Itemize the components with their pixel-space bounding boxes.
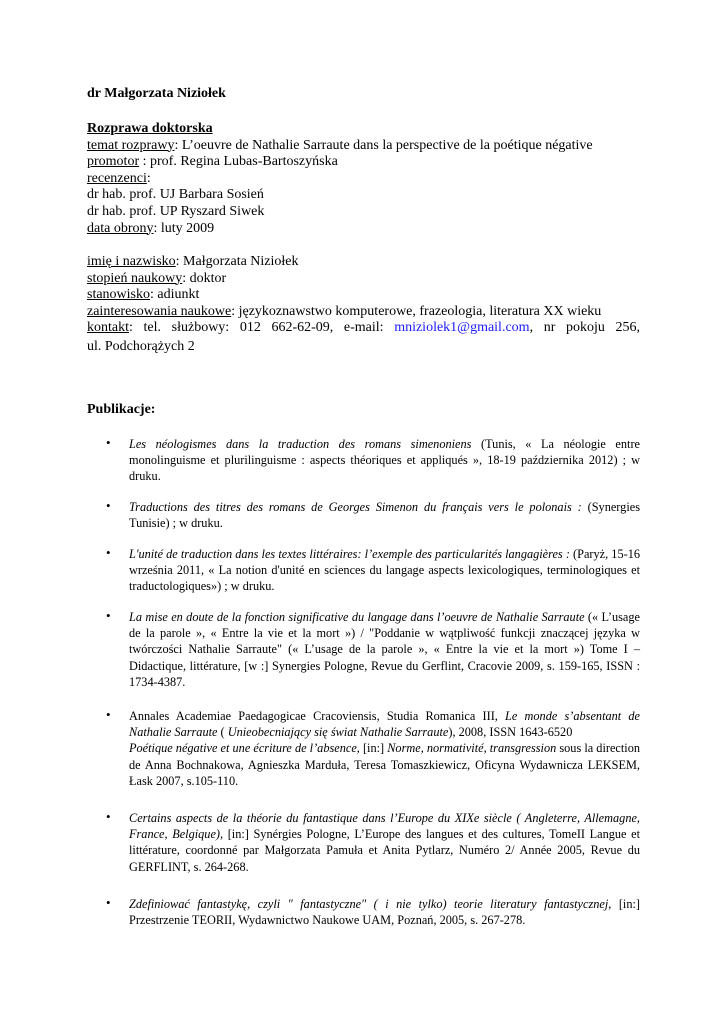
interests-line — [87, 304, 640, 321]
publication-title: Le monde s’absentant de Nathalie Sarraute — [129, 709, 640, 740]
bullet-icon: • — [106, 895, 111, 910]
publication-item — [106, 707, 641, 789]
publication-title: Zdefiniować fantastykę, czyli " fantastyczne" ( i nie tylko) teorie literatury fantastycznej — [129, 897, 609, 911]
defense-label: data obrony — [87, 220, 154, 236]
email-link[interactable]: mniziolek1@gmail.com — [394, 320, 530, 336]
room-number: 256, — [615, 320, 640, 336]
bullet-icon: • — [106, 809, 111, 824]
contact-colon: : — [129, 320, 133, 336]
doctorate-section — [87, 121, 640, 237]
phone-number: 662-62-09, — [271, 320, 334, 336]
contact-word: służbowy: — [171, 320, 230, 336]
contact-comma: , — [529, 320, 534, 336]
publication-details: (Tunis, « La néologie entre monolinguisme et plurilinguisme : aspects théoriques et appliqués », 18-19 października 2012) ; w druku. — [129, 437, 641, 484]
publication-title: Traductions des titres des romans de Georges Simenon du français vers le polonais : — [129, 500, 582, 514]
publication-title: Poétique négative et une écriture de l’absence, — [129, 741, 360, 756]
topic-label: temat rozprawy — [87, 137, 175, 153]
publication-details: [in:] Synérgies Pologne, L’Europe des langues et des cultures, TomeII Langue et littérature, coordonné par Małgorzata Pamuła et Anita Pytlarz, Numéro 2/ Année 2005, Revue du GERFLINT, s. 264-268. — [129, 827, 640, 874]
publication-details: (Paryż, 15-16 września 2011, « La notion d'unité en sciences du langage aspects lexicologiques, terminologiques et traductologiques») ; w druku. — [129, 547, 640, 594]
publication-item — [106, 809, 640, 875]
contact-label: kontakt — [87, 320, 129, 336]
degree-value: : doktor — [182, 270, 227, 286]
publication-item — [106, 435, 641, 485]
bullet-icon: • — [106, 608, 111, 623]
contact-word: tel. — [143, 320, 162, 336]
publication-details: ), 2008, ISSN 1643-6520 — [448, 725, 573, 740]
contact-line — [87, 320, 640, 337]
contact-word: pokoju — [565, 320, 605, 336]
position-line — [87, 287, 640, 304]
topic-line — [87, 138, 640, 155]
position-value: : adiunkt — [150, 287, 200, 303]
reviews-line — [87, 171, 640, 188]
defense-line — [87, 221, 640, 238]
publication-details: ( — [217, 725, 228, 740]
position-label: stanowisko — [87, 287, 150, 303]
publications-heading: Publikacje: — [87, 402, 156, 417]
bullet-icon: • — [106, 545, 111, 560]
publication-details: Annales Academiae Paedagogicae Cracoviensis, Studia Romanica III, — [129, 709, 506, 723]
bullet-icon: • — [106, 707, 111, 722]
reviews-colon: : — [146, 170, 151, 186]
name-line — [87, 254, 640, 271]
bullet-icon: • — [106, 435, 111, 450]
publication-item — [106, 895, 641, 928]
publication-item — [106, 498, 640, 531]
publication-title: Certains aspects de la théorie du fantastique dans l’Europe du XIXe siècle ( Angleterre, Allemagne, France, Belgique), — [129, 811, 640, 842]
publication-item — [106, 608, 640, 690]
defense-value: : luty 2009 — [153, 220, 215, 236]
publication-item — [106, 545, 640, 595]
publication-title: Norme, normativité, transgression — [387, 741, 557, 756]
interests-label: zainteresowania naukowe — [87, 303, 232, 319]
promotor-label: promotor — [87, 154, 140, 170]
publication-details: , [in:] Przestrzenie TEORII, Wydawnictwo Naukowe UAM, Poznań, 2005, s. 267-278. — [129, 897, 641, 928]
reviewer-2: dr hab. prof. UP Ryszard Siwek — [87, 203, 265, 219]
topic-value: : L’oeuvre de Nathalie Sarraute dans la perspective de la poétique négative — [174, 137, 593, 153]
publication-details: (« L’usage de la parole », « Entre la vie et la mort ») / "Poddanie w wątpliwość funkcji znaczącej języka w twórczości Nathalie Sarraute" (« L’usage de la parole », « Entre la vie et la mort ») Tome I – Didactique, littérature, [w :] Synergies Pologne, Revue du Gerflint, Cracovie 2009, s. 159-165, ISSN : 1734-4387. — [129, 610, 640, 689]
address-line: ul. Podchorążych 2 — [87, 338, 195, 354]
name-value: : Małgorzata Niziołek — [175, 254, 299, 269]
publication-details: (Synergies Tunisie) ; w druku. — [129, 500, 640, 531]
publication-details: sous la direction de Anna Bochnakowa, Agnieszka Marduła, Teresa Tomaszkiewicz, Oficyna Wydawnicza LEKSEM, Łask 2007, s.105-110. — [129, 741, 641, 788]
degree-label: stopień naukowy — [87, 270, 183, 286]
publication-details: [in:] — [359, 741, 388, 756]
reviews-label: recenzenci — [87, 170, 147, 186]
degree-line — [87, 271, 640, 288]
name-label: imię i nazwisko — [87, 254, 176, 269]
publication-title: Les néologismes dans la traduction des romans simenoniens — [129, 437, 472, 451]
interests-value: : językoznawstwo komputerowe, frazeologia, literatura XX wieku — [231, 303, 602, 319]
contact-word: 012 — [239, 320, 261, 336]
publication-title: L'unité de traduction dans les textes littéraires: l’exemple des particularités langagières : — [129, 547, 570, 561]
bullet-icon: • — [106, 498, 111, 513]
author-name: dr Małgorzata Niziołek — [87, 86, 226, 101]
contact-word: nr — [543, 320, 556, 336]
publication-title: La mise en doute de la fonction significative du langage dans l’oeuvre de Nathalie Sarraute — [129, 610, 585, 624]
profile-section — [87, 254, 640, 356]
promotor-value: : prof. Regina Lubas-Bartoszyńska — [139, 154, 338, 170]
promotor-line — [87, 154, 640, 171]
doctorate-heading: Rozprawa doktorska — [87, 121, 213, 136]
reviewer-1: dr hab. prof. UJ Barbara Sosień — [87, 187, 264, 203]
contact-word: e-mail: — [343, 320, 384, 336]
publication-title: Unieobecniający się świat Nathalie Sarraute — [227, 725, 449, 740]
